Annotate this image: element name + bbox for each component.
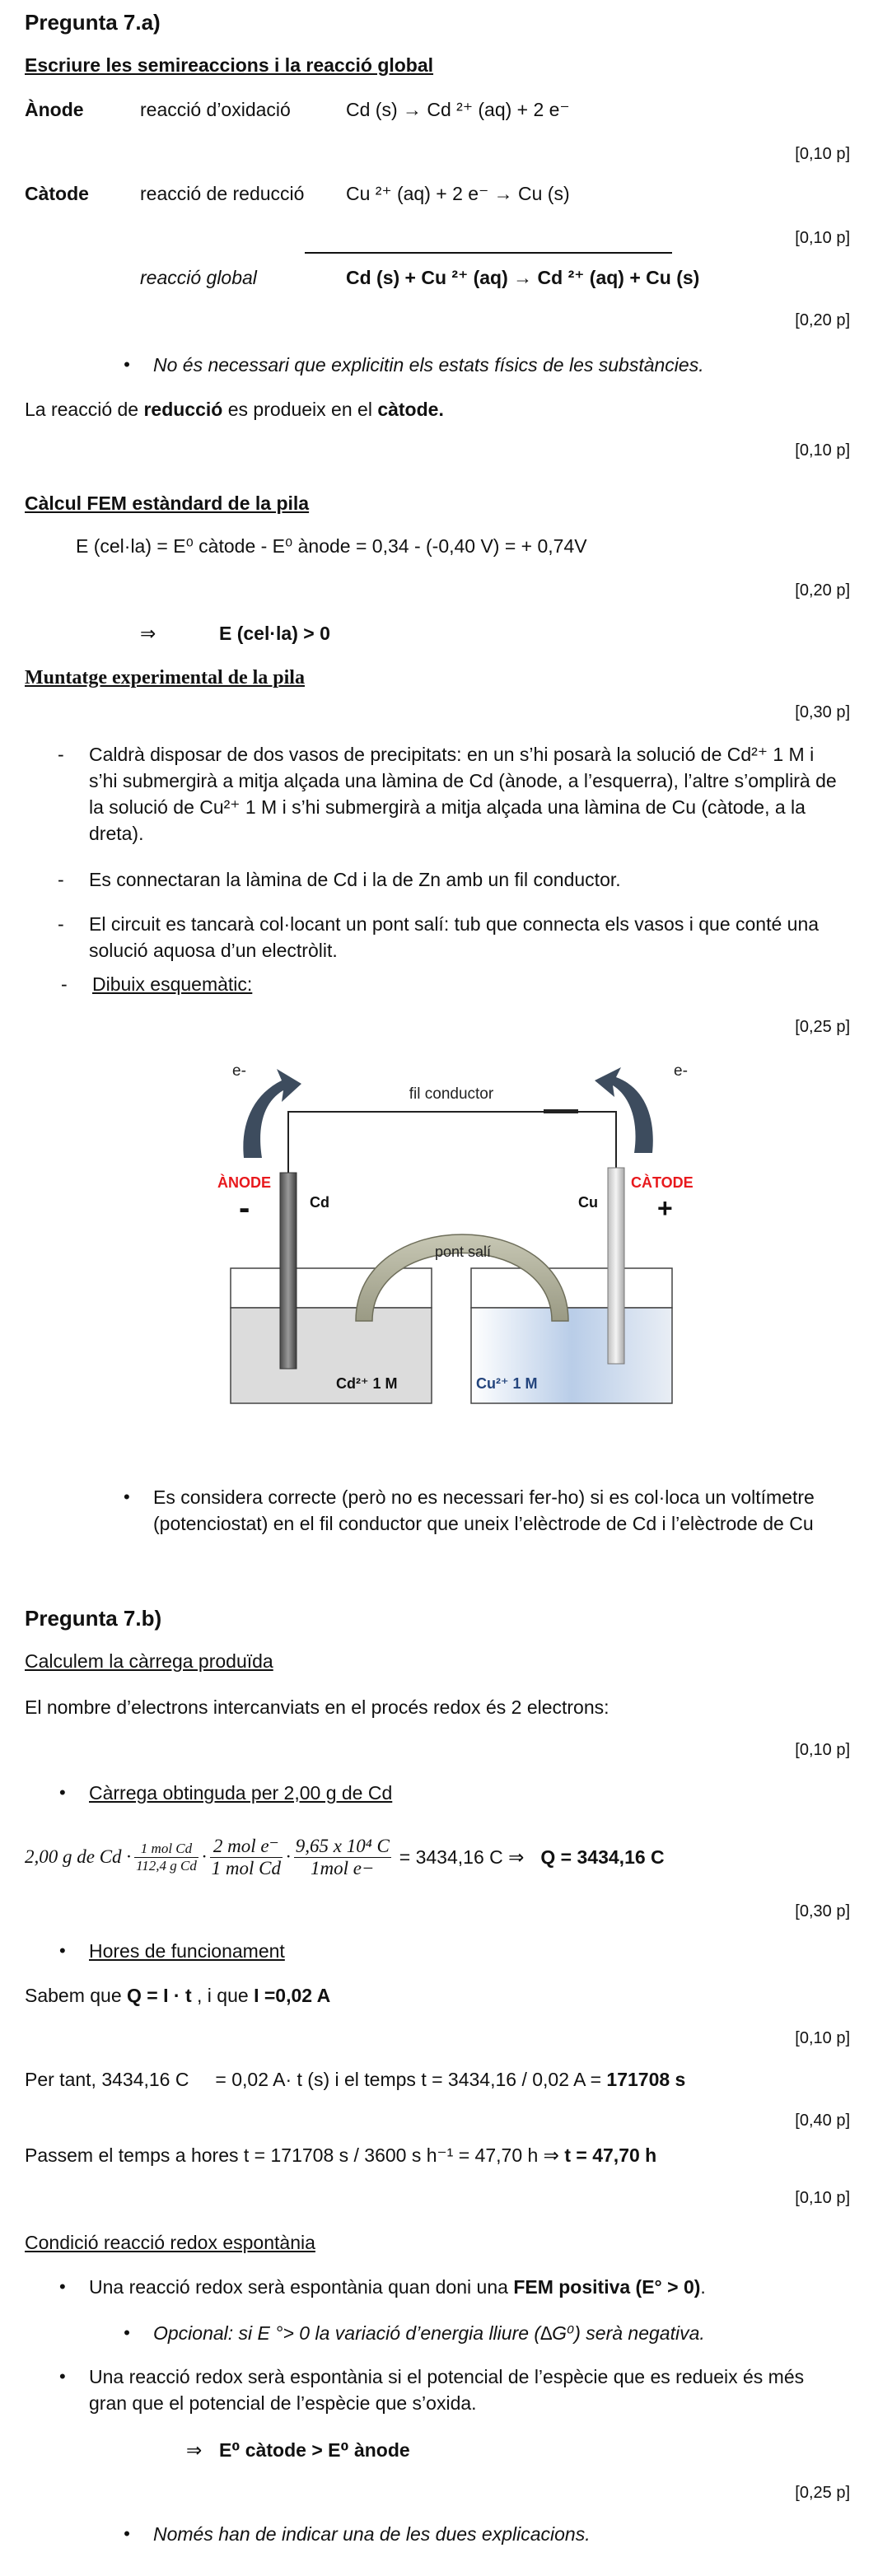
spontaneity-item-1	[89, 2276, 853, 2298]
fem-conclusion: E (cel·la) > 0	[219, 623, 330, 644]
anode-equation: Cd (s) → Cd ²⁺ (aq) + 2 e⁻	[346, 99, 570, 120]
text: Una reacció redox serà espontània quan doni una	[89, 2276, 514, 2298]
mount-item-2: - Es connectaran la làmina de Cd i la de Zn amb un fil conductor.	[89, 866, 845, 893]
passem-line	[25, 2144, 853, 2167]
charge-bullet: • Càrrega obtinguda per 2,00 g de Cd	[89, 1782, 853, 1804]
mount-heading: Muntatge experimental de la pila	[25, 667, 305, 688]
cathode-reaction-type: reacció de reducció	[140, 183, 305, 204]
text-bold: I =0,02 A	[254, 1985, 331, 2006]
sabem-line	[25, 1985, 853, 2007]
charge-heading: Calculem la càrrega produïda	[25, 1650, 273, 1672]
implies-arrow: ⇒	[186, 2439, 203, 2461]
calc-result-bold: Q = 3434,16 C	[540, 1846, 665, 1868]
cathode-diagram-label: CÀTODE	[631, 1174, 694, 1191]
denominator: 1mol e−	[311, 1857, 375, 1878]
electrons-line: El nombre d’electrons intercanviats en el procés redox és 2 electrons:	[25, 1696, 609, 1718]
points: [0,10 p]	[795, 229, 850, 247]
text: Sabem que	[25, 1985, 128, 2006]
fraction-3	[294, 1836, 391, 1879]
cu-electrode	[608, 1168, 624, 1364]
minus-sign: -	[239, 1190, 250, 1226]
cd-label: Cd	[310, 1194, 329, 1211]
right-beaker-top	[471, 1268, 672, 1308]
electron-flow-arrow-left	[243, 1069, 301, 1158]
global-equation: Cd (s) + Cu ²⁺ (aq) → Cd ²⁺ (aq) + Cu (s)	[346, 267, 700, 288]
cd-electrode	[280, 1173, 297, 1369]
text: , i que	[191, 1985, 255, 2006]
points: [0,10 p]	[795, 1741, 850, 1759]
text: Passem el temps a hores t = 171708 s / 3600 s h⁻¹ = 47,70 h ⇒	[25, 2144, 565, 2166]
dot-operator: ·	[201, 1846, 207, 1867]
anode-diagram-label: ÀNODE	[217, 1174, 272, 1191]
points: [0,10 p]	[795, 2029, 850, 2047]
points: [0,10 p]	[795, 2189, 850, 2207]
left-beaker-top	[231, 1268, 432, 1308]
cd-solution-label: Cd²⁺ 1 M	[336, 1375, 398, 1392]
anode-label: Ànode	[25, 99, 84, 120]
text-bold: 171708 s	[606, 2069, 686, 2090]
points: [0,25 p]	[795, 2484, 850, 2502]
note-voltmeter: • Es considera correcte (però no es necessari fer-ho) si es col·loca un voltímetre (potenciostat) en el fil conductor que uneix l’elèctrode de Cd i l’elèctrode de Cu	[153, 1484, 845, 1537]
hours-bullet: • Hores de funcionament	[89, 1940, 853, 1962]
points: [0,10 p]	[795, 441, 850, 460]
text: .	[700, 2276, 706, 2298]
fem-equation: E (cel·la) = E⁰ càtode - E⁰ ànode = 0,34 - (-0,40 V) = + 0,74V	[76, 535, 587, 557]
salt-bridge-label: pont salí	[434, 1244, 492, 1260]
text-bold: càtode.	[377, 399, 444, 420]
anode-reaction-type: reacció d’oxidació	[140, 99, 291, 120]
charge-calculation	[25, 1828, 853, 1886]
electron-flow-arrow-right	[595, 1067, 653, 1153]
mount-drawing-label: - Dibuix esquemàtic:	[92, 973, 853, 996]
fem-heading: Càlcul FEM estàndard de la pila	[25, 492, 310, 514]
spontaneity-heading: Condició reacció redox espontània	[25, 2232, 315, 2253]
implies-arrow: ⇒	[140, 623, 156, 644]
numerator: 2 mol e⁻	[210, 1836, 283, 1858]
wire-path	[288, 1112, 616, 1173]
global-label: reacció global	[140, 267, 257, 288]
spontaneity-optional: • Opcional: si E °> 0 la variació d’energia lliure (∆G⁰) serà negativa.	[153, 2322, 853, 2345]
text-bold: Q = I · t	[127, 1985, 192, 2006]
plus-sign: +	[657, 1193, 673, 1223]
points: [0,25 p]	[795, 1018, 850, 1036]
spontaneity-item-2: • Una reacció redox serà espontània si el potencial de l’espècie que es redueix és més gran que el potencial de l’espècie que s’oxida.	[89, 2364, 845, 2416]
calc-lead: 2,00 g de Cd ·	[25, 1846, 132, 1867]
note-states: • No és necessari que explicitin els estats físics de les substàncies.	[153, 354, 853, 376]
points: [0,20 p]	[795, 311, 850, 329]
numerator: 9,65 x 10⁴ C	[295, 1835, 390, 1856]
cathode-equation: Cu ²⁺ (aq) + 2 e⁻ → Cu (s)	[346, 183, 570, 204]
pertant-line	[25, 2069, 853, 2091]
q7a-title: Pregunta 7.a)	[25, 10, 161, 35]
cathode-label: Càtode	[25, 183, 89, 204]
text: es produeix en el	[222, 399, 378, 420]
points: [0,30 p]	[795, 703, 850, 721]
text: La reacció de	[25, 399, 144, 420]
electron-label-left: e-	[232, 1062, 246, 1080]
cu-solution-label: Cu²⁺ 1 M	[476, 1375, 538, 1392]
fraction-1	[134, 1841, 198, 1874]
text-bold: FEM positiva (E° > 0)	[513, 2276, 701, 2298]
points: [0,20 p]	[795, 581, 850, 600]
text: Per tant, 3434,16 C = 0,02 A· t (s) i el temps t = 3434,16 / 0,02 A =	[25, 2069, 607, 2090]
semireactions-heading: Escriure les semireaccions i la reacció global	[25, 54, 434, 76]
points: [0,10 p]	[795, 145, 850, 163]
numerator: 1 mol Cd	[134, 1841, 198, 1858]
denominator: 112,4 g Cd	[136, 1857, 197, 1874]
points: [0,40 p]	[795, 2112, 850, 2130]
wire-label: fil conductor	[409, 1085, 494, 1103]
denominator: 1 mol Cd	[211, 1857, 281, 1878]
q7b-title: Pregunta 7.b)	[25, 1606, 162, 1631]
fraction-2	[210, 1836, 283, 1879]
cu-label: Cu	[578, 1194, 598, 1211]
spontaneity-condition: E⁰ càtode > E⁰ ànode	[219, 2439, 410, 2461]
text-bold: t = 47,70 h	[564, 2144, 657, 2166]
text-bold: reducció	[143, 399, 223, 420]
points: [0,30 p]	[795, 1902, 850, 1920]
wire-connector	[544, 1109, 578, 1113]
mount-item-1: - Caldrà disposar de dos vasos de precipitats: en un s’hi posarà la solució de Cd²⁺ 1 M i s’hi submergirà a mitja alçada una làmina de Cd (ànode, a l’esquerra), l’altre s’omplirà de la solució de Cu²⁺ 1 M i s’hi submergirà a mitja alçada una làmina de Cu (càtode, a la dreta).	[89, 741, 845, 847]
dot-operator: ·	[285, 1846, 291, 1867]
calc-result: = 3434,16 C ⇒	[399, 1846, 525, 1868]
electron-label-right: e-	[674, 1062, 688, 1080]
final-note: • Només han de indicar una de les dues explicacions.	[153, 2523, 853, 2546]
mount-item-3: - El circuit es tancarà col·locant un pont salí: tub que connecta els vasos i que conté una solució aquosa d’un electròlit.	[89, 911, 845, 964]
left-beaker-solution	[231, 1308, 432, 1403]
